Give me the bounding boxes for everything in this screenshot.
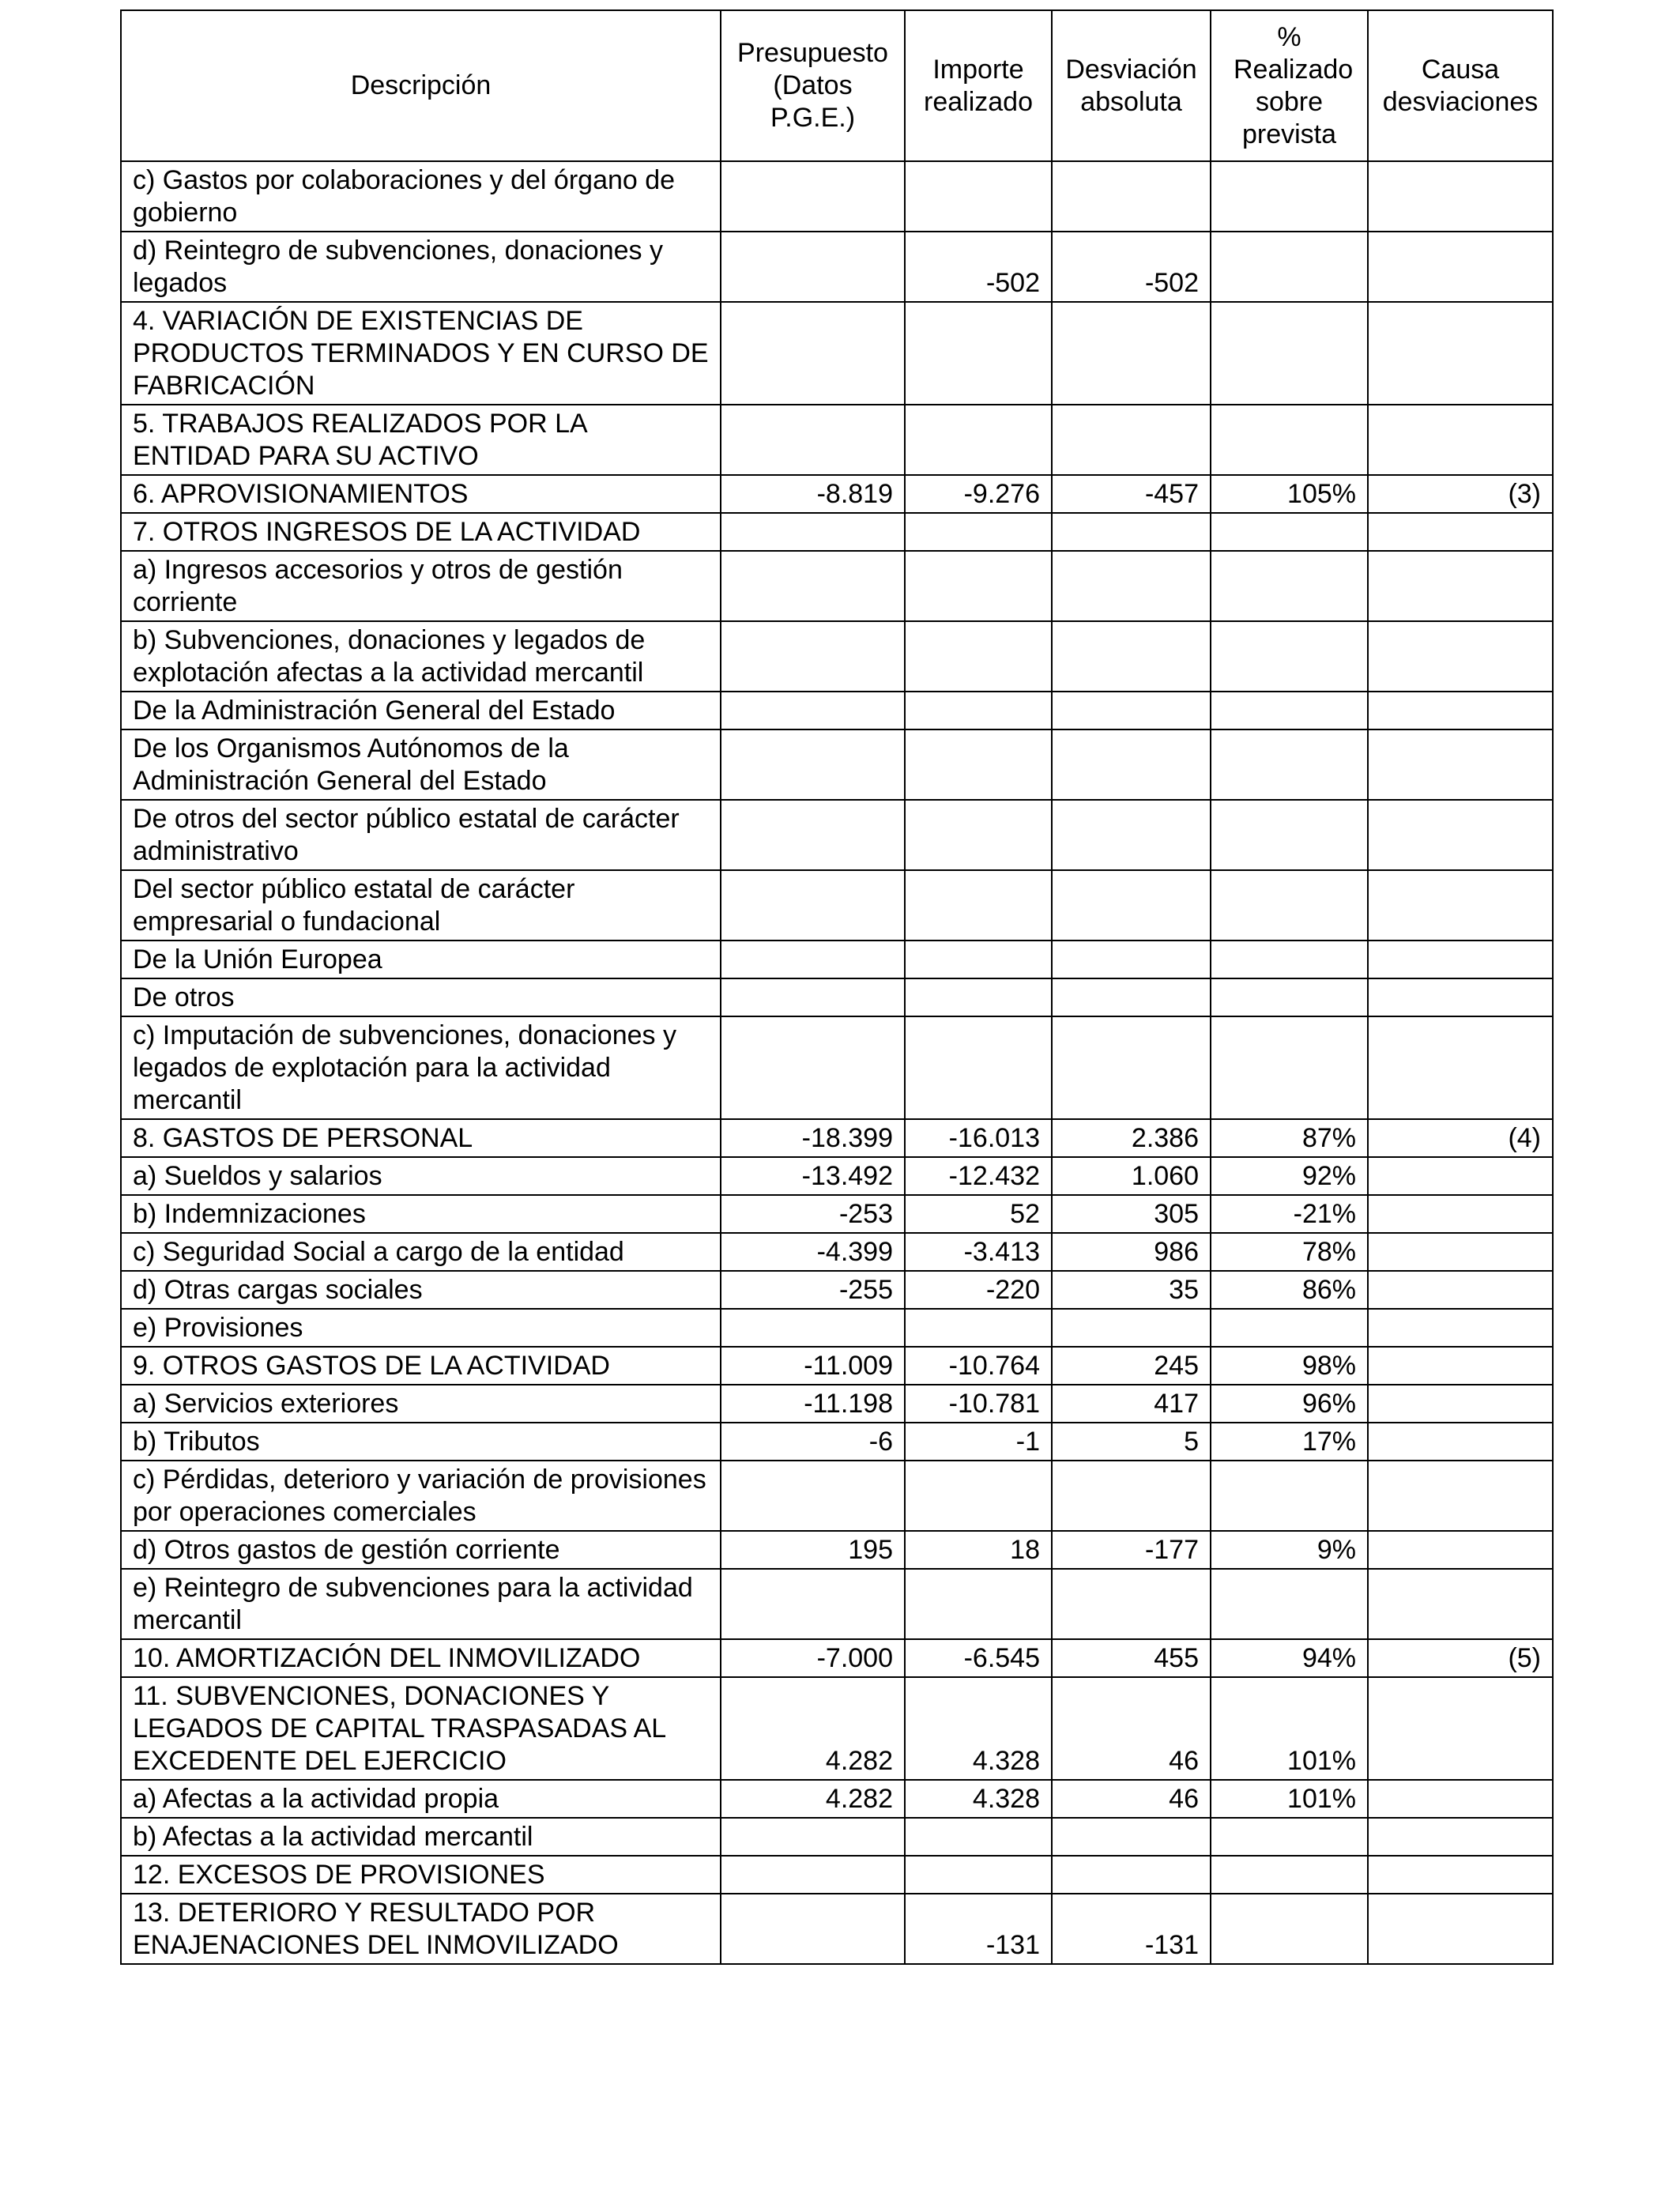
cell-importe-realizado: -10.764 — [905, 1347, 1052, 1385]
cell-porcentaje-realizado — [1211, 1309, 1368, 1347]
cell-desviacion-absoluta: 986 — [1052, 1233, 1211, 1271]
cell-presupuesto: -255 — [721, 1271, 905, 1309]
cell-desviacion-absoluta — [1052, 405, 1211, 475]
table-header-row — [121, 10, 1553, 161]
table-row — [121, 161, 1553, 232]
cell-descripcion: De la Administración General del Estado — [121, 692, 721, 729]
cell-importe-realizado — [905, 729, 1052, 800]
cell-descripcion: 5. TRABAJOS REALIZADOS POR LA ENTIDAD PARA SU ACTIVO — [121, 405, 721, 475]
cell-causa-desviaciones — [1368, 405, 1553, 475]
cell-desviacion-absoluta: 2.386 — [1052, 1119, 1211, 1157]
cell-importe-realizado: -3.413 — [905, 1233, 1052, 1271]
table-row — [121, 513, 1553, 551]
cell-presupuesto: -4.399 — [721, 1233, 905, 1271]
cell-descripcion: c) Pérdidas, deterioro y variación de provisiones por operaciones comerciales — [121, 1461, 721, 1531]
cell-presupuesto — [721, 161, 905, 232]
cell-importe-realizado — [905, 1818, 1052, 1856]
cell-desviacion-absoluta: -502 — [1052, 232, 1211, 302]
header-porcentaje-realizado: % Realizado sobre prevista — [1211, 10, 1368, 161]
cell-desviacion-absoluta: 46 — [1052, 1780, 1211, 1818]
table-row — [121, 1780, 1553, 1818]
cell-descripcion: c) Seguridad Social a cargo de la entidad — [121, 1233, 721, 1271]
cell-importe-realizado — [905, 405, 1052, 475]
cell-desviacion-absoluta — [1052, 941, 1211, 978]
cell-causa-desviaciones — [1368, 1347, 1553, 1385]
cell-descripcion: De otros — [121, 978, 721, 1016]
cell-presupuesto — [721, 978, 905, 1016]
cell-porcentaje-realizado — [1211, 1569, 1368, 1639]
cell-desviacion-absoluta — [1052, 1569, 1211, 1639]
cell-causa-desviaciones — [1368, 621, 1553, 692]
cell-importe-realizado — [905, 1569, 1052, 1639]
cell-causa-desviaciones — [1368, 1818, 1553, 1856]
cell-causa-desviaciones — [1368, 1233, 1553, 1271]
cell-causa-desviaciones — [1368, 1894, 1553, 1964]
cell-causa-desviaciones — [1368, 692, 1553, 729]
cell-presupuesto — [721, 1569, 905, 1639]
cell-presupuesto — [721, 941, 905, 978]
table-row — [121, 978, 1553, 1016]
cell-causa-desviaciones: (4) — [1368, 1119, 1553, 1157]
cell-porcentaje-realizado: 101% — [1211, 1677, 1368, 1780]
cell-porcentaje-realizado — [1211, 161, 1368, 232]
cell-descripcion: 11. SUBVENCIONES, DONACIONES Y LEGADOS DE CAPITAL TRASPASADAS AL EXCEDENTE DEL EJERCICIO — [121, 1677, 721, 1780]
cell-porcentaje-realizado — [1211, 551, 1368, 621]
cell-porcentaje-realizado: 96% — [1211, 1385, 1368, 1423]
cell-presupuesto — [721, 870, 905, 941]
cell-causa-desviaciones — [1368, 729, 1553, 800]
table-row — [121, 1016, 1553, 1119]
cell-descripcion: e) Provisiones — [121, 1309, 721, 1347]
cell-presupuesto: 4.282 — [721, 1677, 905, 1780]
table-row — [121, 1385, 1553, 1423]
cell-desviacion-absoluta — [1052, 1856, 1211, 1894]
cell-presupuesto — [721, 513, 905, 551]
cell-desviacion-absoluta: 245 — [1052, 1347, 1211, 1385]
cell-porcentaje-realizado — [1211, 232, 1368, 302]
table-row — [121, 692, 1553, 729]
cell-importe-realizado — [905, 870, 1052, 941]
cell-porcentaje-realizado: -21% — [1211, 1195, 1368, 1233]
table-row — [121, 302, 1553, 405]
table-row — [121, 729, 1553, 800]
cell-descripcion: a) Ingresos accesorios y otros de gestión corriente — [121, 551, 721, 621]
cell-descripcion: d) Reintegro de subvenciones, donaciones y legados — [121, 232, 721, 302]
cell-causa-desviaciones — [1368, 161, 1553, 232]
cell-causa-desviaciones — [1368, 1385, 1553, 1423]
cell-importe-realizado: -10.781 — [905, 1385, 1052, 1423]
cell-presupuesto: -11.198 — [721, 1385, 905, 1423]
cell-importe-realizado: -1 — [905, 1423, 1052, 1461]
table-row — [121, 405, 1553, 475]
cell-presupuesto — [721, 1894, 905, 1964]
cell-importe-realizado — [905, 551, 1052, 621]
cell-descripcion: De los Organismos Autónomos de la Administración General del Estado — [121, 729, 721, 800]
cell-porcentaje-realizado — [1211, 729, 1368, 800]
table-row — [121, 1531, 1553, 1569]
cell-porcentaje-realizado — [1211, 302, 1368, 405]
cell-importe-realizado — [905, 1309, 1052, 1347]
cell-porcentaje-realizado — [1211, 513, 1368, 551]
table-row — [121, 1195, 1553, 1233]
cell-presupuesto — [721, 302, 905, 405]
cell-desviacion-absoluta — [1052, 870, 1211, 941]
cell-porcentaje-realizado — [1211, 870, 1368, 941]
cell-desviacion-absoluta: -131 — [1052, 1894, 1211, 1964]
cell-causa-desviaciones — [1368, 1271, 1553, 1309]
cell-presupuesto — [721, 1016, 905, 1119]
cell-porcentaje-realizado — [1211, 1016, 1368, 1119]
cell-causa-desviaciones — [1368, 1677, 1553, 1780]
budget-deviation-table — [120, 9, 1554, 1965]
cell-descripcion: c) Gastos por colaboraciones y del órgano de gobierno — [121, 161, 721, 232]
cell-desviacion-absoluta — [1052, 978, 1211, 1016]
table-row — [121, 232, 1553, 302]
cell-descripcion: 7. OTROS INGRESOS DE LA ACTIVIDAD — [121, 513, 721, 551]
cell-causa-desviaciones — [1368, 1569, 1553, 1639]
cell-descripcion: 8. GASTOS DE PERSONAL — [121, 1119, 721, 1157]
cell-presupuesto: -8.819 — [721, 475, 905, 513]
cell-descripcion: a) Afectas a la actividad propia — [121, 1780, 721, 1818]
cell-desviacion-absoluta: 46 — [1052, 1677, 1211, 1780]
table-row — [121, 800, 1553, 870]
cell-porcentaje-realizado — [1211, 1818, 1368, 1856]
cell-importe-realizado: -131 — [905, 1894, 1052, 1964]
cell-presupuesto — [721, 405, 905, 475]
table-row — [121, 941, 1553, 978]
header-presupuesto: Presupuesto (Datos P.G.E.) — [721, 10, 905, 161]
cell-descripcion: 13. DETERIORO Y RESULTADO POR ENAJENACIONES DEL INMOVILIZADO — [121, 1894, 721, 1964]
table-row — [121, 475, 1553, 513]
cell-porcentaje-realizado: 105% — [1211, 475, 1368, 513]
cell-presupuesto — [721, 551, 905, 621]
cell-presupuesto — [721, 1461, 905, 1531]
cell-descripcion: b) Indemnizaciones — [121, 1195, 721, 1233]
table-row — [121, 1271, 1553, 1309]
cell-causa-desviaciones — [1368, 232, 1553, 302]
cell-importe-realizado — [905, 1461, 1052, 1531]
cell-porcentaje-realizado: 98% — [1211, 1347, 1368, 1385]
cell-desviacion-absoluta — [1052, 302, 1211, 405]
cell-importe-realizado — [905, 941, 1052, 978]
header-desviacion-absoluta: Desviación absoluta — [1052, 10, 1211, 161]
cell-importe-realizado: 4.328 — [905, 1780, 1052, 1818]
cell-desviacion-absoluta — [1052, 1818, 1211, 1856]
cell-causa-desviaciones — [1368, 870, 1553, 941]
cell-importe-realizado — [905, 161, 1052, 232]
cell-importe-realizado — [905, 692, 1052, 729]
cell-desviacion-absoluta — [1052, 800, 1211, 870]
cell-causa-desviaciones — [1368, 1780, 1553, 1818]
table-row — [121, 1309, 1553, 1347]
table-row — [121, 1157, 1553, 1195]
cell-causa-desviaciones — [1368, 1531, 1553, 1569]
cell-importe-realizado — [905, 800, 1052, 870]
cell-presupuesto — [721, 232, 905, 302]
cell-presupuesto — [721, 621, 905, 692]
cell-presupuesto — [721, 800, 905, 870]
cell-importe-realizado: -502 — [905, 232, 1052, 302]
cell-presupuesto: -18.399 — [721, 1119, 905, 1157]
cell-porcentaje-realizado — [1211, 1856, 1368, 1894]
cell-causa-desviaciones — [1368, 978, 1553, 1016]
cell-importe-realizado: -9.276 — [905, 475, 1052, 513]
cell-porcentaje-realizado — [1211, 1894, 1368, 1964]
cell-porcentaje-realizado — [1211, 405, 1368, 475]
table-row — [121, 1818, 1553, 1856]
table-row — [121, 1423, 1553, 1461]
cell-desviacion-absoluta: 417 — [1052, 1385, 1211, 1423]
cell-porcentaje-realizado: 9% — [1211, 1531, 1368, 1569]
cell-importe-realizado — [905, 302, 1052, 405]
cell-presupuesto — [721, 692, 905, 729]
cell-desviacion-absoluta — [1052, 692, 1211, 729]
cell-causa-desviaciones — [1368, 941, 1553, 978]
table-row — [121, 1639, 1553, 1677]
cell-causa-desviaciones: (3) — [1368, 475, 1553, 513]
cell-porcentaje-realizado: 17% — [1211, 1423, 1368, 1461]
cell-causa-desviaciones — [1368, 302, 1553, 405]
cell-causa-desviaciones — [1368, 1195, 1553, 1233]
cell-descripcion: 4. VARIACIÓN DE EXISTENCIAS DE PRODUCTOS TERMINADOS Y EN CURSO DE FABRICACIÓN — [121, 302, 721, 405]
cell-presupuesto: 4.282 — [721, 1780, 905, 1818]
cell-importe-realizado — [905, 621, 1052, 692]
cell-presupuesto: -13.492 — [721, 1157, 905, 1195]
cell-desviacion-absoluta: 305 — [1052, 1195, 1211, 1233]
header-importe-realizado: Importe realizado — [905, 10, 1052, 161]
cell-descripcion: c) Imputación de subvenciones, donaciones y legados de explotación para la actividad mercantil — [121, 1016, 721, 1119]
cell-descripcion: 12. EXCESOS DE PROVISIONES — [121, 1856, 721, 1894]
cell-presupuesto — [721, 1309, 905, 1347]
table-row — [121, 1347, 1553, 1385]
cell-porcentaje-realizado — [1211, 800, 1368, 870]
cell-desviacion-absoluta: 1.060 — [1052, 1157, 1211, 1195]
cell-importe-realizado: -220 — [905, 1271, 1052, 1309]
cell-importe-realizado — [905, 1856, 1052, 1894]
cell-presupuesto: 195 — [721, 1531, 905, 1569]
cell-porcentaje-realizado — [1211, 692, 1368, 729]
cell-desviacion-absoluta — [1052, 1309, 1211, 1347]
cell-desviacion-absoluta — [1052, 161, 1211, 232]
cell-porcentaje-realizado — [1211, 978, 1368, 1016]
cell-desviacion-absoluta — [1052, 513, 1211, 551]
cell-presupuesto: -7.000 — [721, 1639, 905, 1677]
cell-descripcion: 6. APROVISIONAMIENTOS — [121, 475, 721, 513]
table-row — [121, 1461, 1553, 1531]
cell-porcentaje-realizado: 92% — [1211, 1157, 1368, 1195]
cell-porcentaje-realizado: 94% — [1211, 1639, 1368, 1677]
cell-descripcion: d) Otras cargas sociales — [121, 1271, 721, 1309]
cell-desviacion-absoluta: 5 — [1052, 1423, 1211, 1461]
cell-presupuesto — [721, 1856, 905, 1894]
table-row — [121, 1569, 1553, 1639]
cell-causa-desviaciones — [1368, 1016, 1553, 1119]
cell-causa-desviaciones — [1368, 1423, 1553, 1461]
cell-descripcion: d) Otros gastos de gestión corriente — [121, 1531, 721, 1569]
cell-importe-realizado — [905, 978, 1052, 1016]
cell-importe-realizado: -12.432 — [905, 1157, 1052, 1195]
cell-causa-desviaciones — [1368, 1157, 1553, 1195]
cell-porcentaje-realizado — [1211, 1461, 1368, 1531]
cell-causa-desviaciones — [1368, 1309, 1553, 1347]
cell-descripcion: b) Subvenciones, donaciones y legados de explotación afectas a la actividad mercantil — [121, 621, 721, 692]
cell-desviacion-absoluta: -177 — [1052, 1531, 1211, 1569]
table-row — [121, 1856, 1553, 1894]
cell-causa-desviaciones — [1368, 513, 1553, 551]
table-row — [121, 551, 1553, 621]
cell-importe-realizado — [905, 513, 1052, 551]
cell-descripcion: De la Unión Europea — [121, 941, 721, 978]
table-row — [121, 1233, 1553, 1271]
cell-causa-desviaciones — [1368, 800, 1553, 870]
cell-importe-realizado: 4.328 — [905, 1677, 1052, 1780]
cell-presupuesto — [721, 1818, 905, 1856]
cell-descripcion: e) Reintegro de subvenciones para la actividad mercantil — [121, 1569, 721, 1639]
table-body — [121, 161, 1553, 1964]
cell-desviacion-absoluta: 35 — [1052, 1271, 1211, 1309]
cell-desviacion-absoluta — [1052, 1461, 1211, 1531]
cell-porcentaje-realizado: 87% — [1211, 1119, 1368, 1157]
cell-descripcion: Del sector público estatal de carácter empresarial o fundacional — [121, 870, 721, 941]
cell-desviacion-absoluta — [1052, 621, 1211, 692]
cell-porcentaje-realizado: 101% — [1211, 1780, 1368, 1818]
cell-desviacion-absoluta: 455 — [1052, 1639, 1211, 1677]
cell-presupuesto — [721, 729, 905, 800]
cell-importe-realizado: 18 — [905, 1531, 1052, 1569]
cell-porcentaje-realizado — [1211, 941, 1368, 978]
header-causa-desviaciones: Causa desviaciones — [1368, 10, 1553, 161]
cell-descripcion: b) Afectas a la actividad mercantil — [121, 1818, 721, 1856]
cell-descripcion: a) Sueldos y salarios — [121, 1157, 721, 1195]
cell-porcentaje-realizado — [1211, 621, 1368, 692]
table-row — [121, 870, 1553, 941]
cell-descripcion: 10. AMORTIZACIÓN DEL INMOVILIZADO — [121, 1639, 721, 1677]
cell-descripcion: 9. OTROS GASTOS DE LA ACTIVIDAD — [121, 1347, 721, 1385]
cell-desviacion-absoluta: -457 — [1052, 475, 1211, 513]
cell-desviacion-absoluta — [1052, 729, 1211, 800]
cell-descripcion: a) Servicios exteriores — [121, 1385, 721, 1423]
cell-presupuesto: -253 — [721, 1195, 905, 1233]
table-row — [121, 1677, 1553, 1780]
cell-desviacion-absoluta — [1052, 1016, 1211, 1119]
cell-porcentaje-realizado: 78% — [1211, 1233, 1368, 1271]
cell-causa-desviaciones — [1368, 551, 1553, 621]
cell-porcentaje-realizado: 86% — [1211, 1271, 1368, 1309]
cell-desviacion-absoluta — [1052, 551, 1211, 621]
cell-importe-realizado: -16.013 — [905, 1119, 1052, 1157]
cell-descripcion: b) Tributos — [121, 1423, 721, 1461]
cell-descripcion: De otros del sector público estatal de carácter administrativo — [121, 800, 721, 870]
table-row — [121, 1119, 1553, 1157]
table-row — [121, 1894, 1553, 1964]
table-row — [121, 621, 1553, 692]
cell-importe-realizado: -6.545 — [905, 1639, 1052, 1677]
cell-presupuesto: -6 — [721, 1423, 905, 1461]
cell-causa-desviaciones: (5) — [1368, 1639, 1553, 1677]
cell-presupuesto: -11.009 — [721, 1347, 905, 1385]
cell-importe-realizado: 52 — [905, 1195, 1052, 1233]
header-descripcion: Descripción — [121, 10, 721, 161]
cell-causa-desviaciones — [1368, 1856, 1553, 1894]
cell-causa-desviaciones — [1368, 1461, 1553, 1531]
cell-importe-realizado — [905, 1016, 1052, 1119]
